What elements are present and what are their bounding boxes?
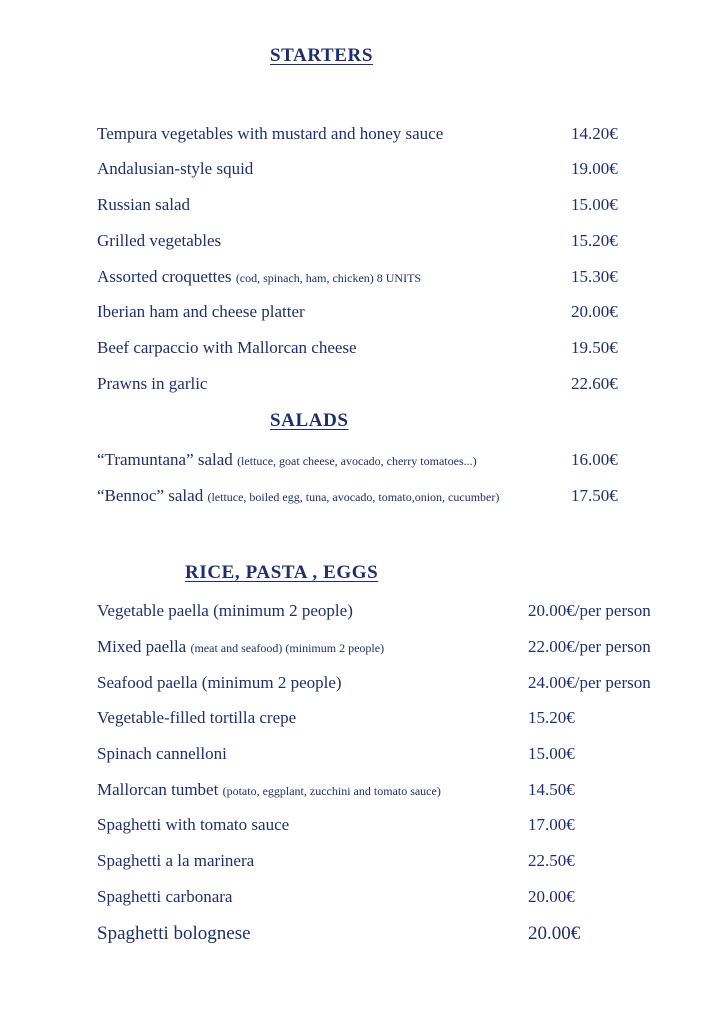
menu-item (97, 124, 443, 144)
menu-item (97, 486, 499, 507)
menu-item (97, 195, 190, 215)
item-price: 17.00€ (528, 815, 575, 834)
menu-item (97, 231, 221, 251)
menu-item (97, 302, 305, 322)
item-price: 14.50€ (528, 780, 575, 799)
menu-item (97, 338, 357, 358)
item-name: Prawns in garlic (97, 374, 208, 393)
item-price: 22.00€/per person (528, 637, 651, 656)
item-price: 19.00€ (571, 159, 618, 178)
item-price: 22.60€ (571, 374, 618, 393)
item-detail: (meat and seafood) (minimum 2 people) (190, 641, 385, 655)
item-name: Beef carpaccio with Mallorcan cheese (97, 338, 357, 357)
salads-heading: SALADS (270, 410, 349, 431)
item-price: 22.50€ (528, 851, 575, 870)
menu-item (97, 708, 296, 728)
item-name: “Tramuntana” salad (97, 450, 233, 469)
menu-item (97, 815, 289, 835)
item-name: Andalusian-style squid (97, 159, 254, 178)
item-name: Spinach cannelloni (97, 744, 227, 763)
item-name: Russian salad (97, 195, 191, 214)
item-detail: (cod, spinach, ham, chicken) 8 UNITS (235, 271, 422, 285)
menu-item (97, 637, 384, 658)
item-name: Vegetable-filled tortilla crepe (97, 708, 297, 727)
item-name: “Bennoc” salad (97, 486, 204, 505)
item-name: Spaghetti bolognese (97, 923, 251, 944)
item-detail: (lettuce, goat cheese, avocado, cherry tomatoes...) (237, 454, 477, 468)
menu-item (97, 374, 207, 394)
item-price: 15.20€ (528, 708, 575, 727)
item-name: Spaghetti carbonara (97, 887, 233, 906)
menu-item (97, 601, 353, 621)
item-name: Seafood paella (minimum 2 people) (97, 673, 342, 692)
item-price: 15.30€ (571, 267, 618, 286)
item-price: 15.20€ (571, 231, 618, 250)
menu-item (97, 780, 441, 801)
rice-pasta-eggs-heading: RICE, PASTA , EGGS (185, 562, 379, 583)
item-price: 20.00€ (528, 923, 581, 944)
item-price: 20.00€/per person (528, 601, 651, 620)
item-price: 19.50€ (571, 338, 618, 357)
item-detail: (lettuce, boiled egg, tuna, avocado, tomato,onion, cucumber) (207, 490, 500, 504)
item-price: 16.00€ (571, 450, 618, 469)
item-price: 24.00€/per person (528, 673, 651, 692)
item-detail: (potato, eggplant, zucchini and tomato sauce) (222, 784, 441, 798)
item-name: Spaghetti with tomato sauce (97, 815, 290, 834)
item-price: 15.00€ (528, 744, 575, 763)
starters-heading: STARTERS (270, 45, 374, 66)
menu-item (97, 744, 227, 764)
menu-item (97, 159, 253, 179)
menu-item (97, 267, 421, 288)
item-name: Assorted croquettes (97, 267, 232, 286)
menu-item (97, 924, 251, 944)
item-price: 20.00€ (528, 887, 575, 906)
item-price: 17.50€ (571, 486, 618, 505)
item-name: Mixed paella (97, 637, 187, 656)
item-name: Grilled vegetables (97, 231, 222, 250)
item-name: Vegetable paella (minimum 2 people) (97, 601, 353, 620)
menu-item (97, 450, 477, 471)
item-price: 20.00€ (571, 302, 618, 321)
menu-item (97, 851, 254, 871)
item-price: 15.00€ (571, 195, 618, 214)
menu-item (97, 887, 232, 907)
item-name: Iberian ham and cheese platter (97, 302, 305, 321)
item-name: Spaghetti a la marinera (97, 851, 255, 870)
item-name: Tempura vegetables with mustard and honey sauce (97, 124, 444, 143)
item-name: Mallorcan tumbet (97, 780, 219, 799)
item-price: 14.20€ (571, 124, 618, 143)
menu-item (97, 673, 342, 693)
